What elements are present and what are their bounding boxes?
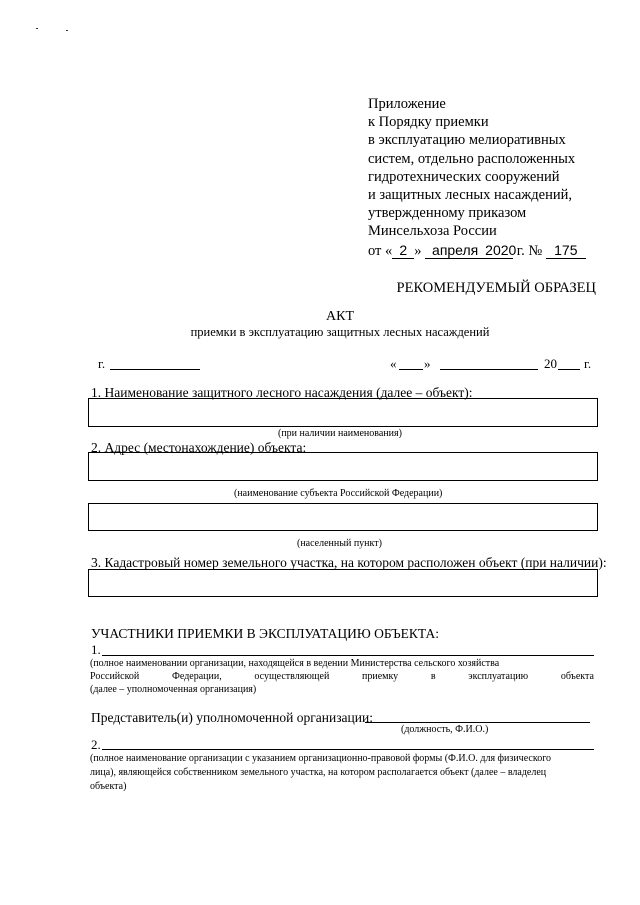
appendix-line: к Порядку приемки	[368, 114, 489, 131]
appendix-line: Приложение	[368, 96, 446, 112]
section-2-label: 2. Адрес (местонахождение) объекта:	[91, 440, 307, 455]
hint-word: в	[430, 671, 436, 682]
participant-2-hint	[90, 752, 594, 794]
order-day: 2	[392, 243, 414, 259]
date-close-quote: »	[424, 356, 431, 371]
region-field[interactable]	[88, 452, 598, 481]
month-field[interactable]	[440, 369, 538, 370]
participant-1-hint	[90, 657, 594, 696]
hint-word: Федерации,	[171, 671, 222, 682]
hint-text: (полное наименовании организации, находящейся в ведении Министерства сельского хозяйства	[90, 658, 500, 669]
participant-1-number: 1.	[91, 642, 101, 657]
participant-2-number: 2.	[91, 737, 101, 752]
order-date-line	[368, 242, 586, 260]
participant-1-field[interactable]	[102, 655, 594, 656]
appendix-line: утвержденному приказом	[368, 205, 527, 222]
date-open-quote: «	[390, 356, 397, 371]
hint-word: эксплуатацию	[468, 671, 529, 682]
act-title: АКТ	[326, 309, 354, 324]
date-prefix: от «	[368, 242, 393, 259]
participants-heading: УЧАСТНИКИ ПРИЕМКИ В ЭКСПЛУАТАЦИЮ ОБЪЕКТА:	[91, 626, 440, 641]
city-prefix: г.	[98, 356, 106, 371]
representative-label: Представитель(и) уполномоченной организации:	[91, 710, 373, 725]
representative-field[interactable]	[365, 722, 590, 723]
order-number: 175	[546, 243, 586, 259]
year-prefix: 20	[544, 356, 557, 371]
section-1-hint: (при наличии наименования)	[278, 428, 402, 439]
city-field[interactable]	[110, 369, 200, 370]
day-field[interactable]	[399, 369, 423, 370]
appendix-line: в эксплуатацию мелиоративных	[368, 132, 566, 149]
hint-word: Российской	[90, 671, 140, 682]
scan-speck	[36, 28, 38, 29]
appendix-line: и защитных лесных насаждений,	[368, 187, 573, 204]
object-name-field[interactable]	[88, 398, 598, 427]
recommended-sample-label: РЕКОМЕНДУЕМЫЙ ОБРАЗЕЦ	[396, 280, 596, 296]
appendix-line: Минсельхоза России	[368, 223, 497, 240]
year-suffix-label: г.	[584, 356, 592, 371]
cadastral-number-field[interactable]	[88, 569, 598, 597]
participant-1-hint-line: (далее – уполномоченная организация)	[90, 684, 257, 695]
participant-2-field[interactable]	[102, 749, 594, 750]
participant-1-hint-line	[90, 670, 594, 683]
participant-1-hint-line	[90, 657, 594, 670]
section-2-hint-region: (наименование субъекта Российской Федерации)	[234, 488, 443, 499]
participant-2-hint-line: (полное наименование организации с указанием организационно-правовой формы (Ф.И.О. для физического	[90, 753, 552, 764]
appendix-line: гидротехнических сооружений	[368, 168, 560, 185]
participant-2-hint-line: лица), являющейся собственником земельного участка, на котором располагается объект (далее – владелец	[90, 767, 547, 778]
section-3-label: 3. Кадастровый номер земельного участка, на котором расположен объект (при наличии):	[91, 555, 607, 570]
section-1-label: 1. Наименование защитного лесного насаждения (далее – объект):	[91, 385, 473, 400]
appendix-block	[368, 95, 586, 260]
appendix-line: систем, отдельно расположенных	[368, 150, 576, 167]
hint-word: объекта	[560, 671, 594, 682]
participant-2-hint-line: объекта)	[90, 781, 127, 792]
quote-close: »	[414, 242, 422, 259]
order-month: апреля	[425, 243, 485, 259]
section-2-hint-settlement: (населенный пункт)	[297, 538, 382, 549]
act-subtitle: приемки в эксплуатацию защитных лесных насаждений	[190, 325, 490, 339]
hint-word: приемку	[362, 671, 399, 682]
settlement-field[interactable]	[88, 503, 598, 531]
representative-hint: (должность, Ф.И.О.)	[401, 724, 489, 735]
scan-speck	[66, 30, 68, 31]
order-year: 2020	[485, 241, 517, 258]
hint-word: осуществляющей	[254, 671, 330, 682]
year-suffix: г. №	[516, 242, 543, 259]
year-field[interactable]	[558, 369, 580, 370]
